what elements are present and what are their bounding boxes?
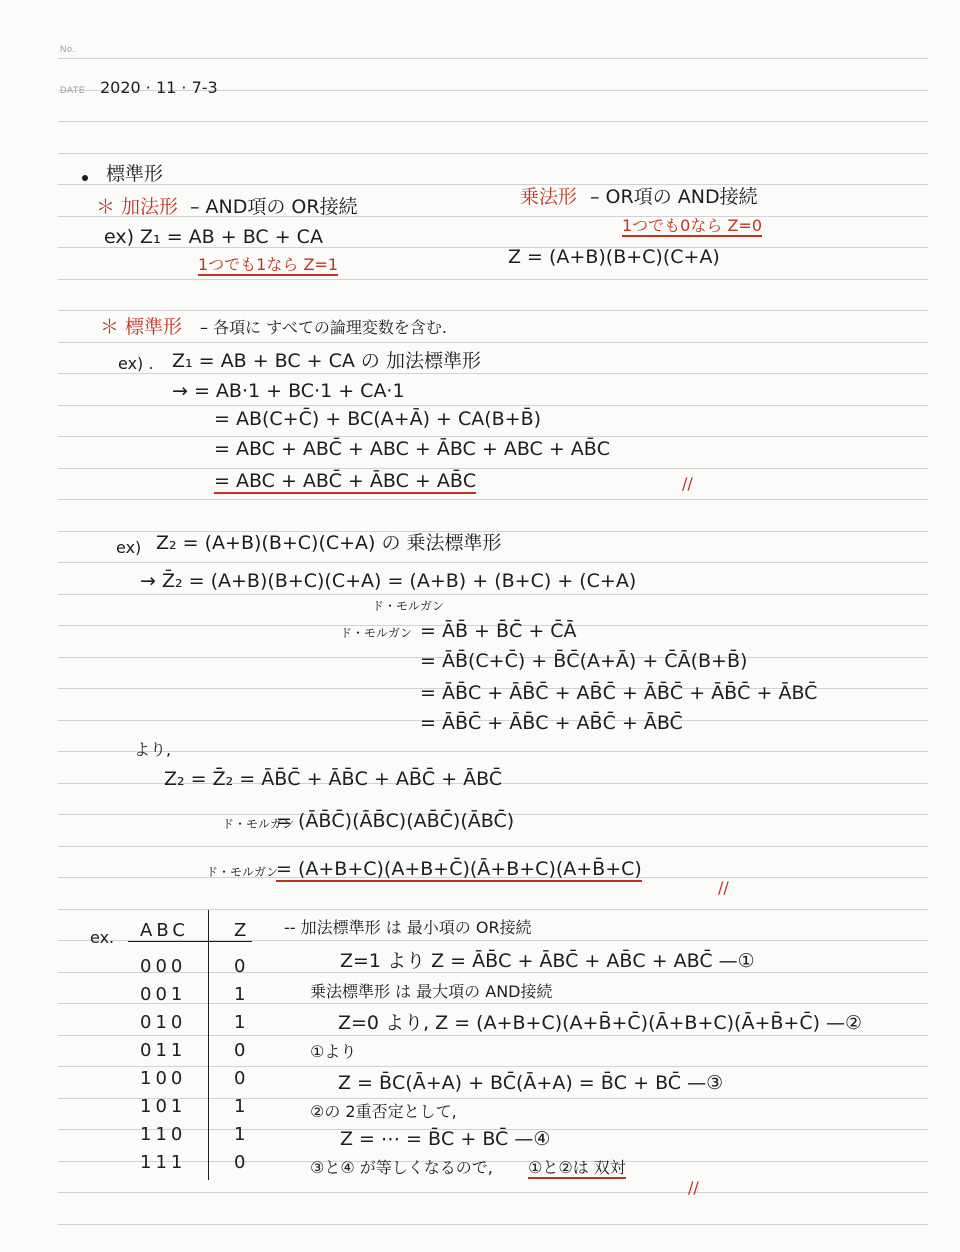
sum-form-note: 1つでも1なら Z=1	[198, 255, 338, 274]
s2-end-mark: //	[682, 474, 693, 493]
ruled-line	[58, 751, 928, 752]
note-9b: ①と②は 双対	[528, 1158, 626, 1177]
product-form-example: Z = (A+B)(B+C)(C+A)	[508, 246, 720, 268]
section2-title: ＊ 標準形	[100, 316, 183, 338]
product-form-desc: – OR項の AND接続	[590, 186, 758, 208]
s2-ex-prefix: ex) .	[118, 354, 154, 373]
s3-line-9: = (A+B+C)(A+B+C̄)(Ā+B+C)(A+B̄+C)	[276, 858, 642, 880]
note-2: Z=1 より Z = ĀB̄C + ĀBC̄ + AB̄C + ABC̄ —①	[340, 950, 755, 972]
table-cell-output: 1	[234, 1096, 246, 1117]
ruled-line	[58, 436, 928, 437]
s3-line-9-label: ド・モルガン	[206, 865, 279, 879]
product-form-note: 1つでも0なら Z=0	[622, 216, 762, 235]
table-row	[128, 1012, 252, 1034]
table-cell-inputs: 110	[140, 1124, 187, 1145]
table-cell-output: 0	[234, 1152, 246, 1173]
table-header-row	[128, 920, 252, 942]
table-cell-inputs: 010	[140, 1012, 187, 1033]
s3-line-3-label: ド・モルガン	[340, 626, 413, 640]
table-row	[128, 1068, 252, 1090]
product-form-title: 乗法形	[520, 186, 578, 208]
ruled-line	[58, 342, 928, 343]
date-value: 2020 · 11 · 7-3	[100, 78, 218, 97]
s3-demorgan-note: ド・モルガン	[372, 599, 445, 613]
table-cell-inputs: 111	[140, 1152, 187, 1173]
s3-line-8: = (ĀB̄C̄)(ĀB̄C)(AB̄C̄)(ĀBC̄)	[276, 810, 515, 832]
table-cell-output: 0	[234, 956, 246, 977]
table-cell-inputs: 001	[140, 984, 187, 1005]
s3-ex-prefix: ex)	[116, 538, 142, 557]
s2-line-5: = ABC + ABC̄ + ĀBC + AB̄C	[214, 470, 477, 492]
table-row	[128, 1124, 252, 1146]
ruled-line	[58, 562, 928, 563]
ruled-line	[58, 184, 928, 185]
note-7: ②の 2重否定として,	[310, 1102, 457, 1121]
s3-line-5: = ĀB̄C + ĀB̄C̄ + AB̄C̄ + ĀB̄C̄ + ĀB̄C̄ + ĀBC̄	[420, 682, 818, 704]
ruled-line	[58, 909, 928, 910]
sum-form-title: ＊ 加法形	[96, 196, 179, 218]
sum-form-desc: – AND項の OR接続	[190, 196, 358, 218]
note-8: Z = ⋯ = B̄C + BC̄ —④	[340, 1128, 551, 1150]
sum-form-example: ex) Z₁ = AB + BC + CA	[104, 226, 323, 248]
ruled-line	[58, 373, 928, 374]
s3-line-4: = ĀB̄(C+C̄) + B̄C̄(A+Ā) + C̄Ā(B+B̄)	[420, 650, 748, 672]
table-row	[128, 956, 252, 978]
ruled-line	[58, 405, 928, 406]
s2-line-4: = ABC + ABC̄ + ABC + ĀBC + ABC + AB̄C	[214, 438, 611, 460]
note-1: -- 加法標準形 は 最小項の OR接続	[284, 918, 532, 937]
date-label: DATE	[60, 85, 86, 95]
ruled-line	[58, 468, 928, 469]
ruled-line	[58, 499, 928, 500]
table-cell-output: 0	[234, 1068, 246, 1089]
table-row	[128, 984, 252, 1006]
table-row	[128, 1096, 252, 1118]
table-cell-inputs: 011	[140, 1040, 187, 1061]
truth-table	[128, 920, 252, 1180]
s3-line-3: = ĀB̄ + B̄C̄ + C̄Ā	[420, 620, 577, 642]
table-cell-inputs: 000	[140, 956, 187, 977]
table-row	[128, 1152, 252, 1174]
ruled-line	[58, 153, 928, 154]
table-cell-output: 1	[234, 1124, 246, 1145]
section2-desc: – 各項に すべての論理変数を含む.	[200, 318, 447, 337]
table-cell-output: 0	[234, 1040, 246, 1061]
note-3: 乗法標準形 は 最大項の AND接続	[310, 982, 553, 1001]
s3-line-8-label: ド・モルガン	[222, 817, 295, 831]
section1-title: 標準形	[106, 163, 164, 185]
table-column-divider	[208, 910, 209, 1180]
ruled-line	[58, 216, 928, 217]
note-6: Z = B̄C(Ā+A) + BC̄(Ā+A) = B̄C + BC̄ —③	[338, 1072, 724, 1094]
ruled-line	[58, 594, 928, 595]
s3-line-2: → Z̄₂ = (A+B)(B+C)(C+A) = (A+B) + (B+C) + (C+A)	[140, 570, 637, 592]
table-header-output: Z	[234, 920, 247, 941]
no-label: No.	[60, 44, 76, 54]
ruled-line	[58, 279, 928, 280]
table-cell-inputs: 100	[140, 1068, 187, 1089]
table-cell-output: 1	[234, 1012, 246, 1033]
s3-line-6: = ĀB̄C̄ + ĀB̄C + AB̄C̄ + ĀBC̄	[420, 712, 683, 734]
ruled-line	[58, 310, 928, 311]
table-row	[128, 1040, 252, 1062]
note-5: ①より	[310, 1042, 357, 1061]
ruled-line	[58, 1224, 928, 1225]
table-header-inputs: ABC	[140, 920, 189, 941]
s2-line-3: = AB(C+C̄) + BC(A+Ā) + CA(B+B̄)	[214, 408, 542, 430]
table-ex-label: ex.	[90, 928, 115, 947]
s2-line-2: → = AB·1 + BC·1 + CA·1	[172, 380, 405, 402]
s2-line-1: Z₁ = AB + BC + CA の 加法標準形	[172, 350, 481, 372]
notes-end-mark: //	[688, 1178, 699, 1197]
note-9a: ③と④ が等しくなるので,	[310, 1158, 493, 1177]
s3-yori: より,	[134, 740, 172, 759]
table-cell-output: 1	[234, 984, 246, 1005]
s3-line-1: Z₂ = (A+B)(B+C)(C+A) の 乗法標準形	[156, 532, 502, 554]
note-4: Z=0 より, Z = (A+B+C)(A+B̄+C̄)(Ā+B+C)(Ā+B̄+C̄) —②	[338, 1012, 863, 1034]
s3-end-mark: //	[718, 878, 729, 897]
s3-line-7: Z₂ = Z̄̄₂ = ĀB̄C̄ + ĀB̄C + AB̄C̄ + ĀBC̄	[164, 768, 503, 790]
ruled-line	[58, 121, 928, 122]
ruled-line	[58, 846, 928, 847]
ruled-line	[58, 58, 928, 59]
table-header-divider	[128, 941, 252, 942]
bullet-icon	[82, 175, 88, 181]
table-cell-inputs: 101	[140, 1096, 187, 1117]
ruled-line	[58, 1192, 928, 1193]
